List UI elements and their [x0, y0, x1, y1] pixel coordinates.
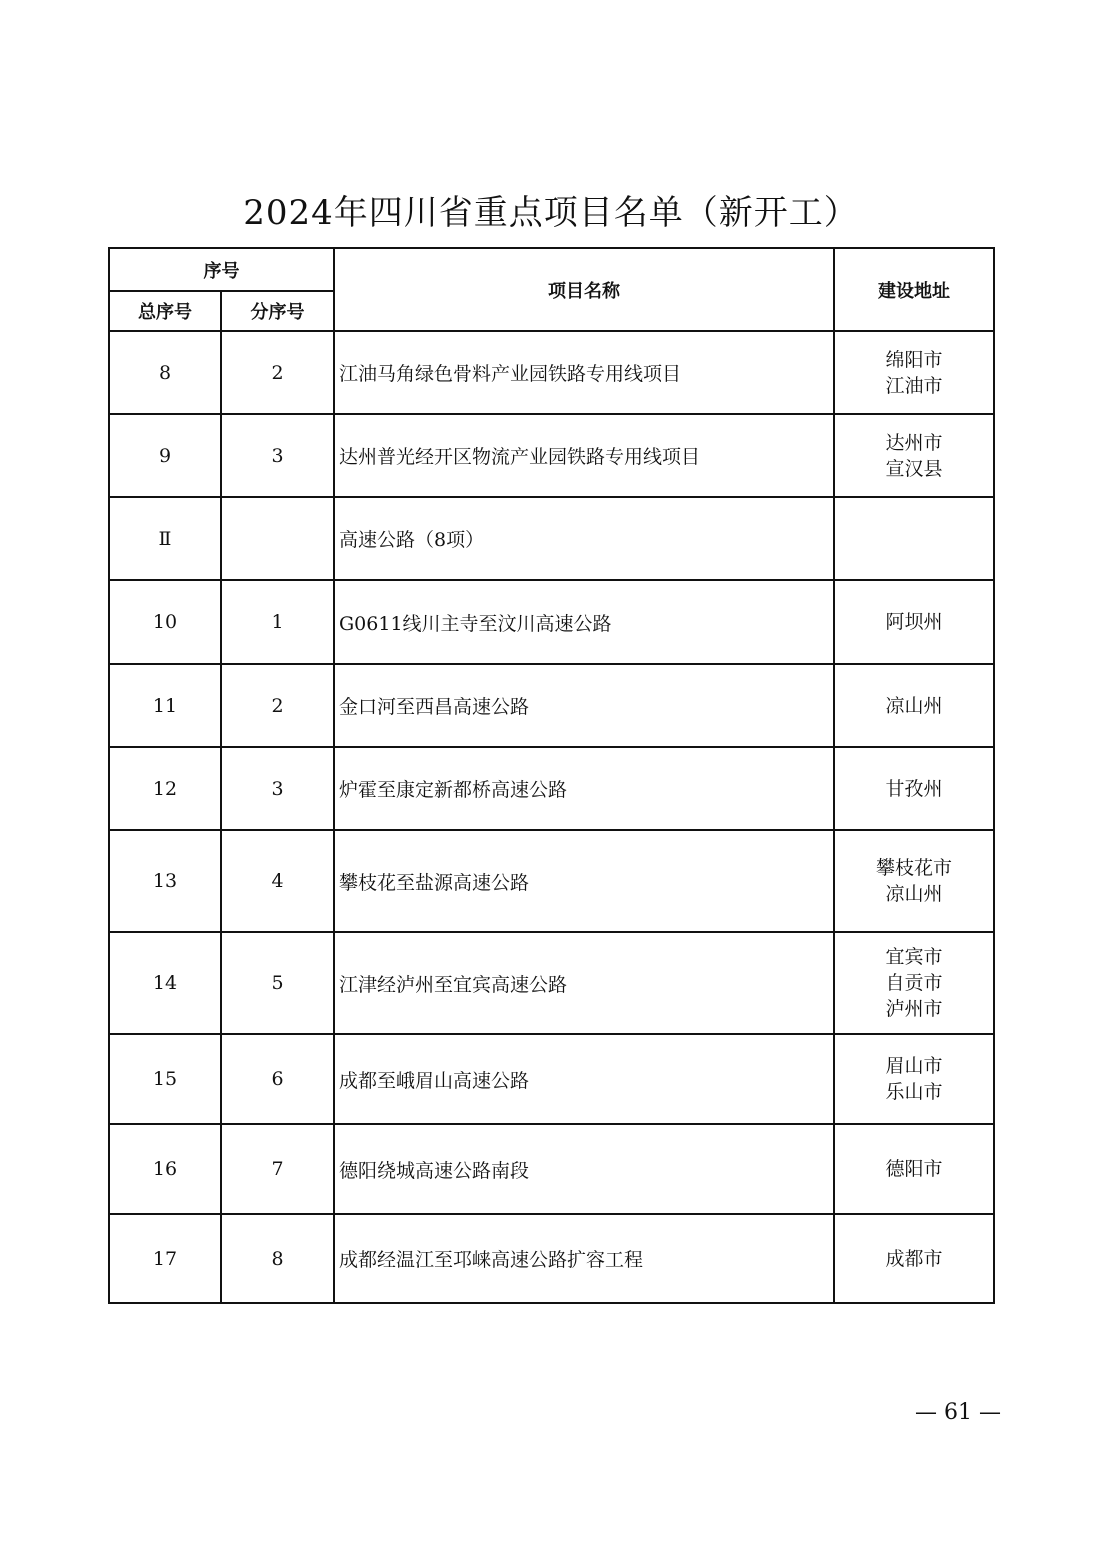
cell-total-seq: 8	[109, 331, 221, 414]
cell-project-name: 炉霍至康定新都桥高速公路	[334, 747, 834, 830]
table-row	[109, 331, 994, 414]
cell-sub-seq: 8	[221, 1214, 334, 1303]
cell-sub-seq: 2	[221, 664, 334, 747]
table-row	[109, 932, 994, 1034]
cell-total-seq: 16	[109, 1124, 221, 1214]
cell-project-name: 成都至峨眉山高速公路	[334, 1034, 834, 1124]
location-line: 达州市	[885, 431, 943, 454]
cell-project-name: 江津经泸州至宜宾高速公路	[334, 932, 834, 1034]
cell-location	[834, 580, 994, 664]
location-line: 宣汉县	[885, 457, 943, 480]
table-row	[109, 1214, 994, 1303]
cell-sub-seq: 6	[221, 1034, 334, 1124]
location-line: 江油市	[885, 374, 943, 397]
cell-sub-seq: 1	[221, 580, 334, 664]
location-line: 眉山市	[885, 1055, 943, 1077]
cell-project-name: 达州普光经开区物流产业园铁路专用线项目	[334, 414, 834, 497]
cell-location	[834, 1124, 994, 1214]
cell-project-name: 攀枝花至盐源高速公路	[334, 830, 834, 932]
cell-location	[834, 747, 994, 830]
location-line: 攀枝花市	[875, 857, 952, 879]
cell-total-seq: 14	[109, 932, 221, 1034]
header-sub-seq: 分序号	[221, 291, 334, 331]
table-row	[109, 580, 994, 664]
location-line: 甘孜州	[885, 777, 943, 800]
location-line: 德阳市	[885, 1158, 943, 1180]
header-name: 项目名称	[334, 248, 834, 331]
table-row	[109, 664, 994, 747]
header-seq: 序号	[109, 248, 334, 291]
location-line: 自贡市	[885, 972, 943, 994]
table-body	[109, 331, 994, 1303]
table-row	[109, 497, 994, 580]
location-line: 凉山州	[885, 694, 943, 717]
cell-project-name: 德阳绕城高速公路南段	[334, 1124, 834, 1214]
table-row	[109, 747, 994, 830]
table-row	[109, 1124, 994, 1214]
cell-total-seq: 15	[109, 1034, 221, 1124]
cell-sub-seq	[221, 497, 334, 580]
location-line: 泸州市	[885, 998, 943, 1020]
cell-total-seq: 12	[109, 747, 221, 830]
location-line: 凉山州	[885, 883, 943, 905]
cell-sub-seq: 4	[221, 830, 334, 932]
cell-location	[834, 331, 994, 414]
cell-project-name: 金口河至西昌高速公路	[334, 664, 834, 747]
location-line: 成都市	[885, 1247, 943, 1270]
cell-location	[834, 497, 994, 580]
cell-sub-seq: 3	[221, 747, 334, 830]
cell-total-seq: 13	[109, 830, 221, 932]
cell-sub-seq: 5	[221, 932, 334, 1034]
cell-total-seq: Ⅱ	[109, 497, 221, 580]
location-line: 绵阳市	[885, 348, 943, 371]
cell-sub-seq: 7	[221, 1124, 334, 1214]
table-row	[109, 1034, 994, 1124]
cell-location	[834, 830, 994, 932]
cell-location	[834, 932, 994, 1034]
cell-location	[834, 414, 994, 497]
cell-total-seq: 9	[109, 414, 221, 497]
cell-total-seq: 17	[109, 1214, 221, 1303]
cell-total-seq: 10	[109, 580, 221, 664]
cell-location	[834, 1214, 994, 1303]
cell-project-name: G0611线川主寺至汶川高速公路	[334, 580, 834, 664]
cell-sub-seq: 2	[221, 331, 334, 414]
cell-project-name: 江油马角绿色骨料产业园铁路专用线项目	[334, 331, 834, 414]
table-row	[109, 830, 994, 932]
header-location: 建设地址	[834, 248, 994, 331]
cell-project-name: 成都经温江至邛崃高速公路扩容工程	[334, 1214, 834, 1303]
project-table	[108, 247, 995, 1304]
cell-sub-seq: 3	[221, 414, 334, 497]
cell-total-seq: 11	[109, 664, 221, 747]
location-line: 宜宾市	[885, 946, 943, 968]
location-line: 乐山市	[885, 1081, 943, 1103]
page-number: — 61 —	[915, 1400, 1001, 1425]
cell-location	[834, 664, 994, 747]
header-total-seq: 总序号	[109, 291, 221, 331]
cell-project-name: 高速公路（8项）	[334, 497, 834, 580]
location-line: 阿坝州	[885, 611, 943, 633]
page-title: 2024年四川省重点项目名单（新开工）	[243, 193, 859, 233]
table-row	[109, 414, 994, 497]
cell-location	[834, 1034, 994, 1124]
